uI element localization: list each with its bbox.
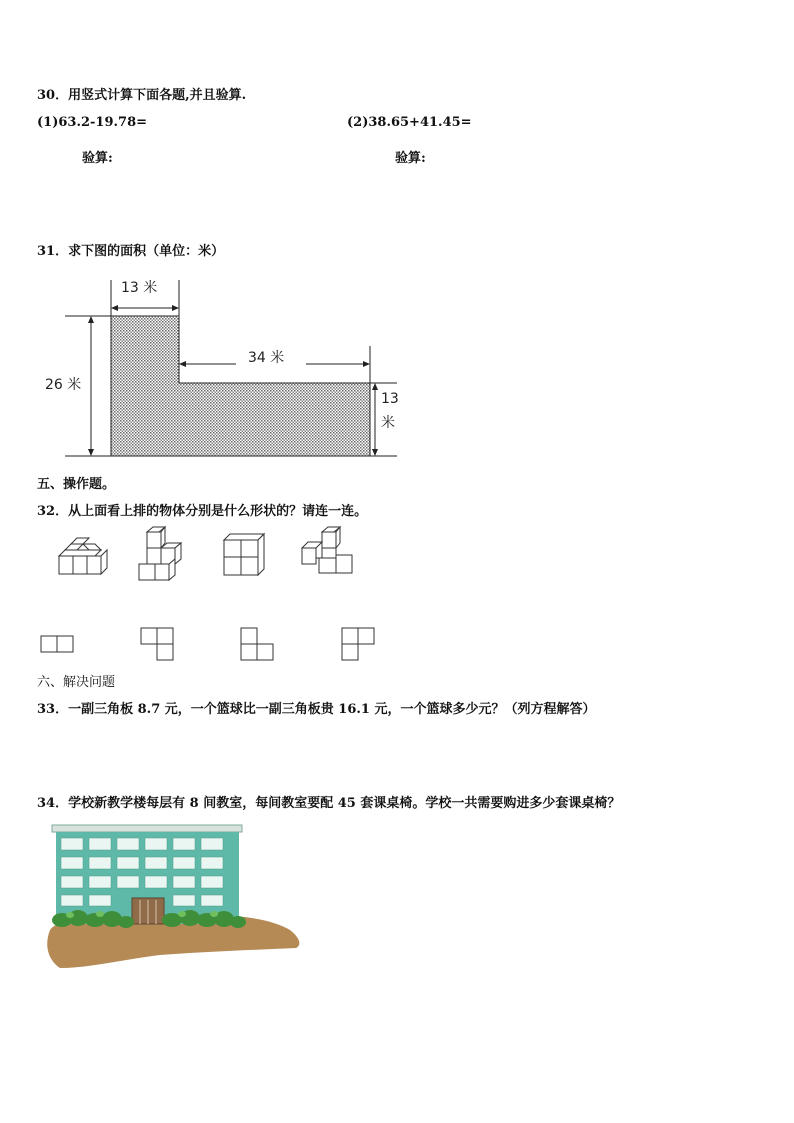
dim-label-top: 13 米 bbox=[121, 280, 158, 296]
q30-problem-1: (1)63.2-19.78= bbox=[37, 115, 148, 130]
q30-check-2: 验算: bbox=[395, 151, 426, 166]
dim-label-left: 26 米 bbox=[45, 374, 81, 394]
section-6-title: 六、解决问题 bbox=[37, 675, 116, 690]
building-roof bbox=[52, 825, 242, 832]
section-5-title: 五、操作题。 bbox=[37, 477, 116, 492]
q31-title: 31．求下图的面积（单位：米） bbox=[37, 244, 225, 259]
dim-label-right-height-num: 13 bbox=[381, 391, 399, 407]
dim-label-right: 34 米 bbox=[248, 350, 285, 366]
q30-title: 30．用竖式计算下面各题,并且验算. bbox=[37, 88, 247, 103]
dim-label-right-height-unit: 米 bbox=[381, 412, 395, 432]
q30-check-1: 验算: bbox=[82, 151, 113, 166]
q30-problem-2: (2)38.65+41.45= bbox=[347, 115, 472, 130]
q34-text: 34．学校新教学楼每层有 8 间教室，每间教室要配 45 套课桌椅。学校一共需要购进多少套课桌椅？ bbox=[37, 796, 621, 811]
q32-title: 32．从上面看上排的物体分别是什么形状的？请连一连。 bbox=[37, 504, 368, 519]
q33-text: 33．一副三角板 8.7 元，一个篮球比一副三角板贵 16.1 元，一个篮球多少元？（列方程解答） bbox=[37, 702, 596, 717]
